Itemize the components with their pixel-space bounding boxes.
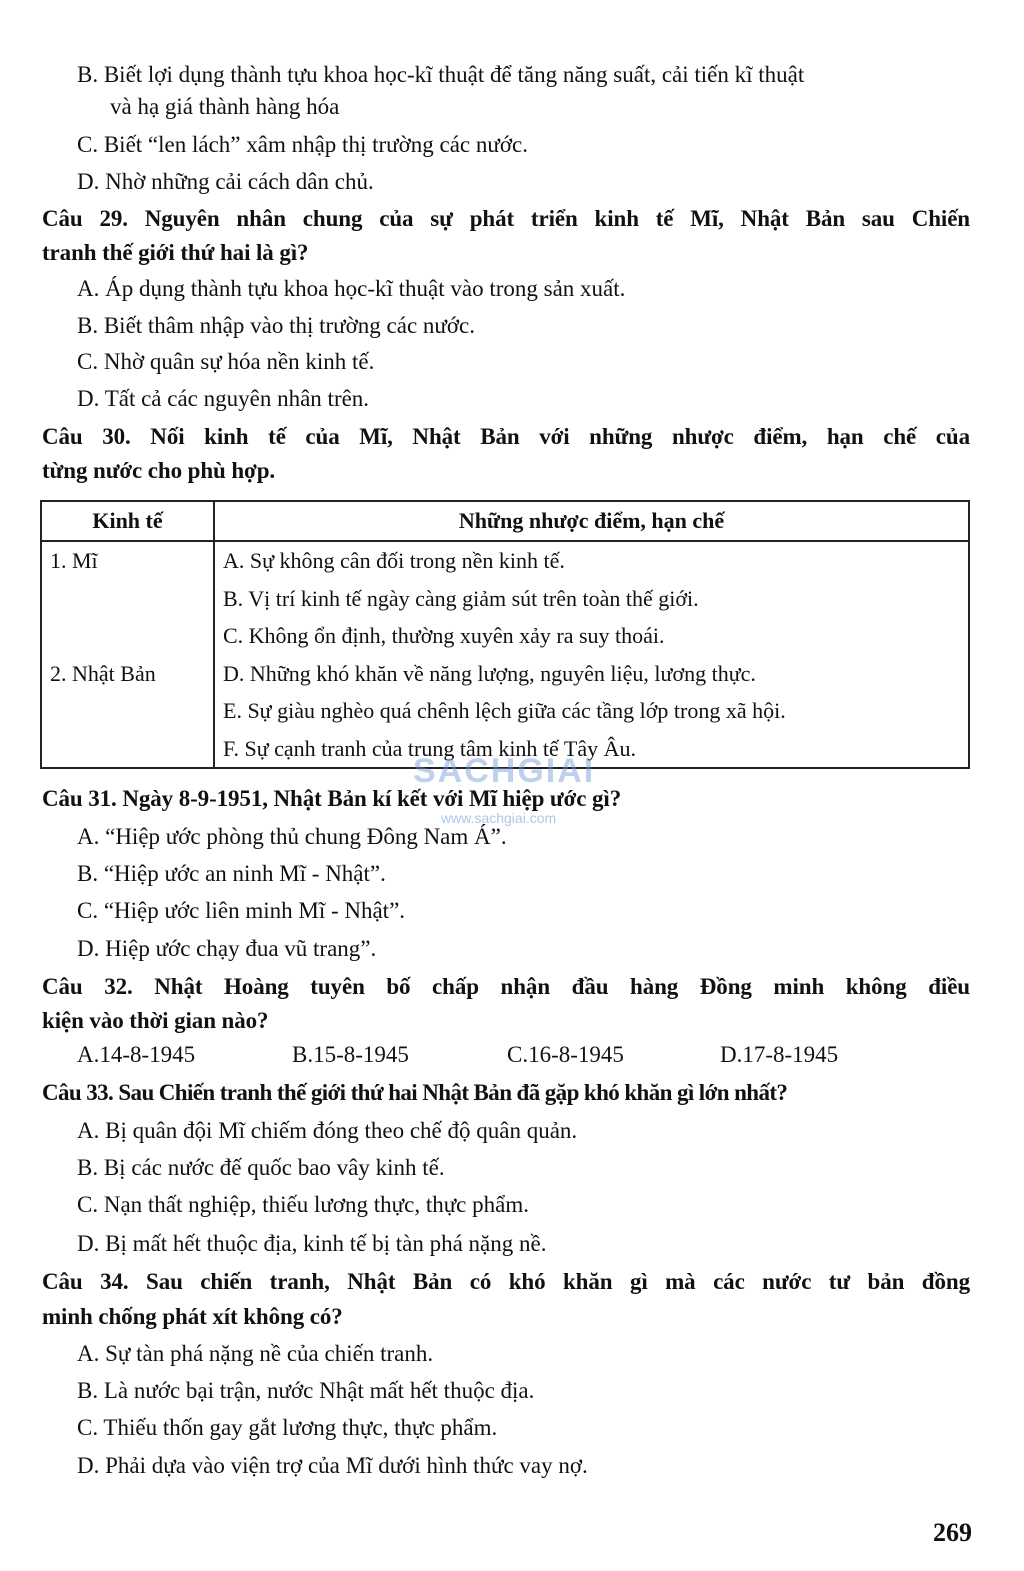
table-header-row bbox=[41, 501, 969, 541]
question-33-option-a: A. Bị quân đội Mĩ chiếm đóng theo chế độ quân quản. bbox=[77, 1118, 578, 1143]
watermark-brand: SACHGIAI bbox=[413, 752, 596, 790]
question-31-option-b: B. “Hiệp ước an ninh Mĩ - Nhật”. bbox=[77, 861, 386, 886]
question-34-option-d: D. Phải dựa vào viện trợ của Mĩ dưới hình thức vay nợ. bbox=[77, 1453, 588, 1478]
question-34-title: Câu 34. Sau chiến tranh, Nhật Bản có khó khăn gì mà các nước tư bản đồng bbox=[42, 1269, 970, 1294]
question-29-option-a: A. Áp dụng thành tựu khoa học-kĩ thuật vào trong sản xuất. bbox=[77, 276, 626, 301]
question-34-option-b: B. Là nước bại trận, nước Nhật mất hết thuộc địa. bbox=[77, 1378, 535, 1403]
question-33-option-b: B. Bị các nước đế quốc bao vây kinh tế. bbox=[77, 1155, 445, 1180]
table-row bbox=[41, 541, 969, 768]
question-29-title: Câu 29. Nguyên nhân chung của sự phát triển kinh tế Mĩ, Nhật Bản sau Chiến bbox=[42, 206, 970, 231]
weakness-a: A. Sự không cân đối trong nền kinh tế. bbox=[223, 548, 565, 573]
question-33-option-c: C. Nạn thất nghiệp, thiếu lương thực, thực phẩm. bbox=[77, 1192, 529, 1217]
question-34-title-cont: minh chống phát xít không có? bbox=[42, 1304, 343, 1329]
weakness-e: E. Sự giàu nghèo quá chênh lệch giữa các tầng lớp trong xã hội. bbox=[223, 698, 786, 723]
economy-japan: 2. Nhật Bản bbox=[50, 660, 156, 686]
weakness-b: B. Vị trí kinh tế ngày càng giảm sút trên toàn thế giới. bbox=[223, 585, 699, 611]
question-29-option-d: D. Tất cả các nguyên nhân trên. bbox=[77, 386, 370, 411]
prev-option-b-continued: và hạ giá thành hàng hóa bbox=[110, 94, 340, 119]
question-32-title-cont: kiện vào thời gian nào? bbox=[42, 1008, 269, 1033]
question-31-option-a: A. “Hiệp ước phòng thủ chung Đông Nam Á”. bbox=[77, 824, 507, 849]
table-header-economy: Kinh tế bbox=[41, 501, 214, 541]
question-30-title-cont: từng nước cho phù hợp. bbox=[42, 458, 276, 483]
prev-option-c: C. Biết “len lách” xâm nhập thị trường các nước. bbox=[77, 132, 528, 157]
weakness-f: F. Sự cạnh tranh của trung tâm kinh tế Tây Âu. bbox=[223, 735, 637, 761]
prev-option-b: B. Biết lợi dụng thành tựu khoa học-kĩ thuật để tăng năng suất, cải tiến kĩ thuật bbox=[77, 62, 805, 87]
question-33-option-d: D. Bị mất hết thuộc địa, kinh tế bị tàn phá nặng nề. bbox=[77, 1231, 547, 1256]
prev-option-d: D. Nhờ những cải cách dân chủ. bbox=[77, 169, 374, 194]
table-economy-cell bbox=[41, 541, 214, 768]
watermark-url: www.sachgiai.com bbox=[441, 810, 557, 826]
question-31-option-c: C. “Hiệp ước liên minh Mĩ - Nhật”. bbox=[77, 898, 406, 923]
question-32-option-a: A.14-8-1945 bbox=[77, 1042, 196, 1067]
question-29-option-c: C. Nhờ quân sự hóa nền kinh tế. bbox=[77, 349, 375, 374]
question-32-option-d: D.17-8-1945 bbox=[720, 1042, 839, 1067]
table-weakness-cell bbox=[214, 541, 969, 768]
question-29-title-cont: tranh thế giới thứ hai là gì? bbox=[42, 240, 309, 265]
page-number: 269 bbox=[933, 1518, 972, 1547]
question-31-title: Câu 31. Ngày 8-9-1951, Nhật Bản kí kết với Mĩ hiệp ước gì? bbox=[42, 786, 622, 811]
question-32-title: Câu 32. Nhật Hoàng tuyên bố chấp nhận đầu hàng Đồng minh không điều bbox=[42, 974, 970, 999]
question-31-option-d: D. Hiệp ước chạy đua vũ trang”. bbox=[77, 936, 377, 961]
weakness-c: C. Không ổn định, thường xuyên xảy ra suy thoái. bbox=[223, 623, 665, 648]
question-33-title: Câu 33. Sau Chiến tranh thế giới thứ hai Nhật Bản đã gặp khó khăn gì lớn nhất? bbox=[42, 1080, 788, 1105]
weakness-d: D. Những khó khăn về năng lượng, nguyên liệu, lương thực. bbox=[223, 660, 756, 686]
question-30-title: Câu 30. Nối kinh tế của Mĩ, Nhật Bản với những nhược điểm, hạn chế của bbox=[42, 424, 970, 449]
economy-usa: 1. Mĩ bbox=[50, 548, 98, 573]
question-34-option-a: A. Sự tàn phá nặng nề của chiến tranh. bbox=[77, 1341, 434, 1366]
table-header-weaknesses: Những nhược điểm, hạn chế bbox=[214, 501, 969, 541]
question-34-option-c: C. Thiếu thốn gay gắt lương thực, thực phẩm. bbox=[77, 1415, 498, 1440]
question-29-option-b: B. Biết thâm nhập vào thị trường các nước. bbox=[77, 313, 475, 338]
question-32-option-c: C.16-8-1945 bbox=[507, 1042, 624, 1067]
question-32-option-b: B.15-8-1945 bbox=[292, 1042, 409, 1067]
matching-table bbox=[40, 500, 970, 769]
